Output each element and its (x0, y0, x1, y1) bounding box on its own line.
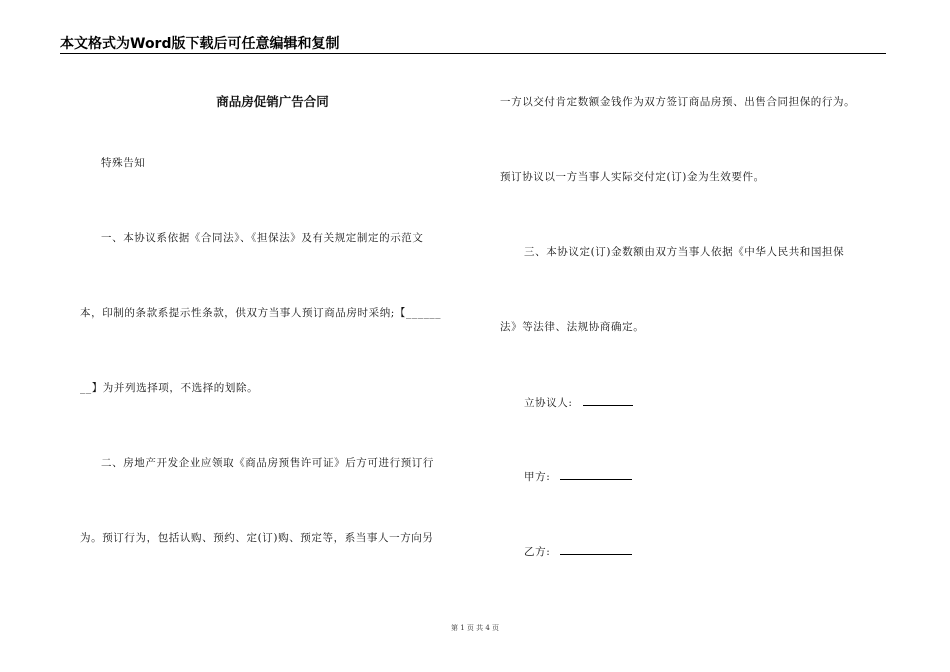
paragraph-line: __】为并列选择项，不选择的划除。 (80, 382, 259, 394)
document-title: 商品房促销广告合同 (216, 94, 329, 109)
paragraph-line: 为。预订行为，包括认购、预约、定(订)购、预定等，系当事人一方向另 (80, 532, 434, 544)
signature-blank (583, 394, 633, 406)
signature-label: 乙方: (524, 546, 551, 558)
signature-label: 立协议人: (524, 397, 573, 409)
paragraph-line: 本，印制的条款系提示性条款，供双方当事人预订商品房时采纳;【______ (80, 307, 442, 319)
signature-line-party-a (524, 468, 632, 484)
signature-line-party (524, 394, 633, 410)
paragraph-line: 法》等法律、法规协商确定。 (500, 321, 645, 333)
signature-line-party-b (524, 543, 632, 559)
page-number: 第 1 页 共 4 页 (450, 624, 500, 632)
paragraph-line: 一、本协议系依据《合同法》、《担保法》及有关规定制定的示范文 (101, 232, 424, 244)
paragraph-line: 预订协议以一方当事人实际交付定(订)金为生效要件。 (500, 171, 765, 183)
document-header: 本文格式为Word版下载后可任意编辑和复制 (60, 36, 340, 52)
signature-blank (560, 468, 632, 480)
paragraph-line: 二、房地产开发企业应领取《商品房预售许可证》后方可进行预订行 (101, 457, 434, 469)
header-divider (60, 53, 886, 54)
paragraph-line: 一方以交付肯定数额金钱作为双方签订商品房预、出售合同担保的行为。 (500, 96, 856, 108)
signature-blank (560, 543, 632, 555)
signature-label: 甲方: (524, 471, 551, 483)
notice-heading: 特殊告知 (101, 157, 146, 169)
paragraph-line: 三、本协议定(订)金数额由双方当事人依据《中华人民共和国担保 (524, 246, 845, 258)
